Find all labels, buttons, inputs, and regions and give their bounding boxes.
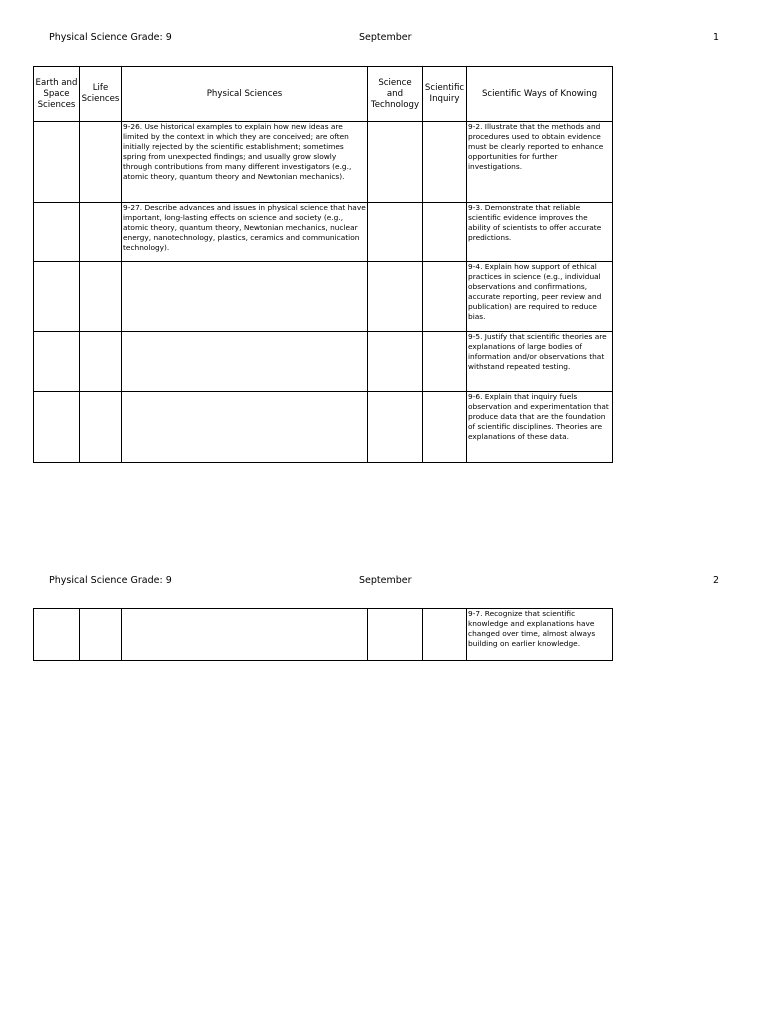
physical-sciences-cell <box>122 392 368 463</box>
standards-table <box>33 66 613 463</box>
ways-of-knowing-cell: 9-3. Demonstrate that reliable scientific evidence improves the ability of scientists to offer accurate predictions. <box>467 203 613 262</box>
table-row <box>34 262 613 332</box>
ways-of-knowing-cell: 9-5. Justify that scientific theories are explanations of large bodies of information and/or observations that withstand repeated testing. <box>467 332 613 392</box>
physical-sciences-cell: 9-26. Use historical examples to explain how new ideas are limited by the context in which they are conceived; are often initially rejected by the scientific establishment; sometimes spring from unexpected findings; and usually grow slowly through contributions from many different investigators (e.g., atomic theory, quantum theory and Newtonian mechanics). <box>122 122 368 203</box>
ways-of-knowing-cell: 9-4. Explain how support of ethical practices in science (e.g., individual observations and confirmations, accurate reporting, peer review and publication) are required to reduce bias. <box>467 262 613 332</box>
ways-of-knowing-cell: 9-6. Explain that inquiry fuels observation and experimentation that produce data that are the foundation of scientific disciplines. Theories are explanations of these data. <box>467 392 613 463</box>
physical-sciences-cell: 9-27. Describe advances and issues in physical science that have important, long-lasting effects on science and society (e.g., atomic theory, quantum theory, Newtonian mechanics, nuclear energy, nanotechnology, plastics, ceramics and communication technology). <box>122 203 368 262</box>
column-header: Scientific Ways of Knowing <box>467 67 613 122</box>
table-row <box>34 332 613 392</box>
page-header-month: September <box>359 32 412 43</box>
table-row <box>34 392 613 463</box>
page-header-month: September <box>359 575 412 586</box>
column-header: Scientific Inquiry <box>423 67 467 122</box>
table-row <box>34 122 613 203</box>
column-header: Life Sciences <box>80 67 122 122</box>
page-header-title: Physical Science Grade: 9 <box>49 32 172 43</box>
physical-sciences-cell <box>122 262 368 332</box>
standards-table-continued <box>33 608 613 661</box>
physical-sciences-cell <box>122 609 368 661</box>
ways-of-knowing-cell: 9-7. Recognize that scientific knowledge and explanations have changed over time, almost always building on earlier knowledge. <box>467 609 613 661</box>
physical-sciences-cell <box>122 332 368 392</box>
table-row <box>34 609 613 661</box>
page-number: 1 <box>713 32 720 43</box>
column-header: Science and Technology <box>368 67 423 122</box>
page-header-title: Physical Science Grade: 9 <box>49 575 172 586</box>
table-header-row <box>34 67 613 122</box>
column-header: Physical Sciences <box>122 67 368 122</box>
page-number: 2 <box>713 575 720 586</box>
ways-of-knowing-cell: 9-2. Illustrate that the methods and procedures used to obtain evidence must be clearly reported to enhance opportunities for further investigations. <box>467 122 613 203</box>
column-header: Earth and Space Sciences <box>34 67 80 122</box>
table-row <box>34 203 613 262</box>
